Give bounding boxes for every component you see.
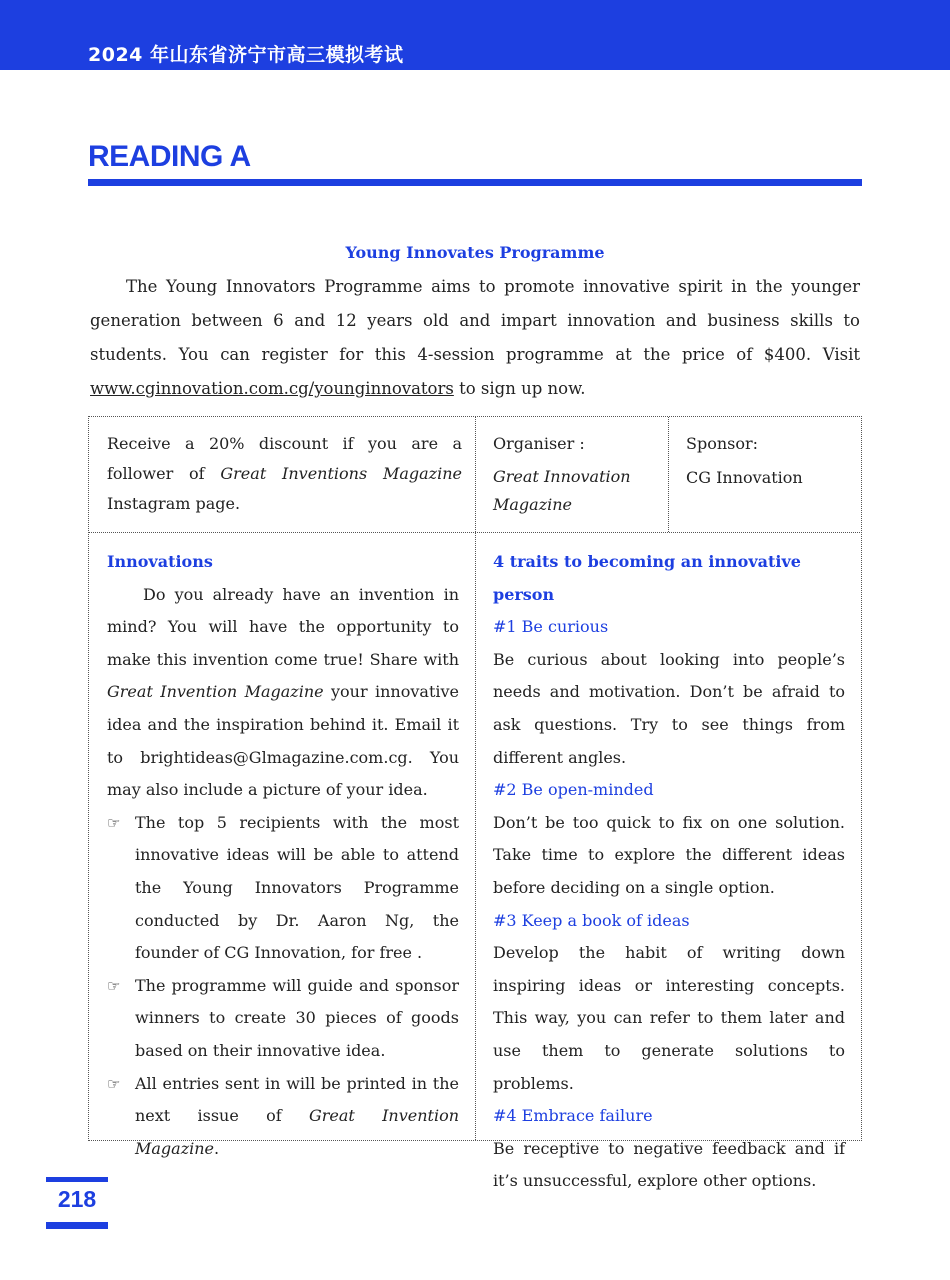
section-heading: READING A [88,140,251,173]
innovations-paragraph [107,579,459,807]
list-item [107,970,459,1068]
bullet-text-end: . [214,1138,220,1158]
trait-title: #3 Keep a book of ideas [493,910,690,930]
discount-cell [107,429,462,519]
list-item [107,1068,459,1166]
traits-column [493,546,845,1198]
discount-text-end: Instagram page. [107,494,241,513]
content-table [88,532,862,1191]
discount-text: Receive a 20% discount if you are a follower of [107,434,462,483]
pointing-hand-icon: ☞ [107,1074,121,1093]
magazine-name: Great Inventions Magazine [220,464,462,483]
sponsor-cell [686,429,846,493]
trait-title: #4 Embrace failure [493,1106,653,1126]
organiser-label: Organiser : [493,434,585,453]
page-number: 218 [57,1186,97,1212]
trait-title: #2 Be open-minded [493,780,654,800]
intro-paragraph [90,270,860,406]
innovations-text: Do you already have an invention in mind? You will have the opportunity to make this invention come true! Share with [107,584,459,669]
header-bar [0,0,950,70]
article-title: Young Innovates Programme [345,243,605,262]
innovations-heading: Innovations [107,552,213,571]
intro-end: to sign up now. [453,379,586,398]
bullet-text: The top 5 recipients with the most innovative ideas will be able to attend the Young Innovators Programme conducted by Dr. Aaron Ng, the founder of CG Innovation, for free . [135,812,459,963]
intro-text: The Young Innovators Programme aims to promote innovative spirit in the younger generation between 6 and 12 years old and impart innovation and business skills to students. You can register for this 4-session programme at the price of $400. Visit [90,277,860,364]
page-number-rule-top [46,1177,108,1182]
page-number-rule-bottom [46,1222,108,1229]
divider [475,417,476,532]
trait-title: #1 Be curious [493,617,609,637]
innovations-text-end: your innovative idea and the inspiration behind it. Email it to brightideas@Glmagazine.com.cg. You may also include a picture of your idea. [107,682,459,800]
trait-text: Be curious about looking into people’s needs and motivation. Don’t be afraid to ask questions. Try to see things from different angles. [493,649,845,767]
magazine-name: Great Invention Magazine [107,682,324,702]
trait-text: Develop the habit of writing down inspiring ideas or interesting concepts. This way, you can refer to them later and use them to generate solutions to problems. [493,943,845,1093]
register-link[interactable]: www.cginnovation.com.cg/younginnovators [90,379,454,398]
trait-text: Don’t be too quick to fix on one solution. Take time to explore the different ideas before deciding on a single option. [493,812,845,897]
bullet-text: The programme will guide and sponsor winners to create 30 pieces of goods based on their innovative idea. [135,975,459,1060]
sponsor-label: Sponsor: [686,434,759,453]
pointing-hand-icon: ☞ [107,976,121,995]
trait-text: Be receptive to negative feedback and if it’s unsuccessful, explore other options. [493,1138,845,1191]
organiser-value: Great Innovation Magazine [493,467,631,514]
sponsor-value: CG Innovation [686,468,803,487]
innovations-column [107,546,459,1165]
info-table [88,416,862,533]
heading-rule [88,179,862,186]
exam-title: 2024 年山东省济宁市高三模拟考试 [88,44,404,66]
divider [475,532,476,1140]
bullet-text: All entries sent in will be printed in the next issue of [135,1073,459,1126]
list-item [107,807,459,970]
divider [668,417,669,532]
traits-heading: 4 traits to becoming an innovative person [493,552,801,604]
organiser-cell [493,429,663,519]
pointing-hand-icon: ☞ [107,813,121,832]
magazine-name: Great Invention Magazine [135,1106,460,1158]
